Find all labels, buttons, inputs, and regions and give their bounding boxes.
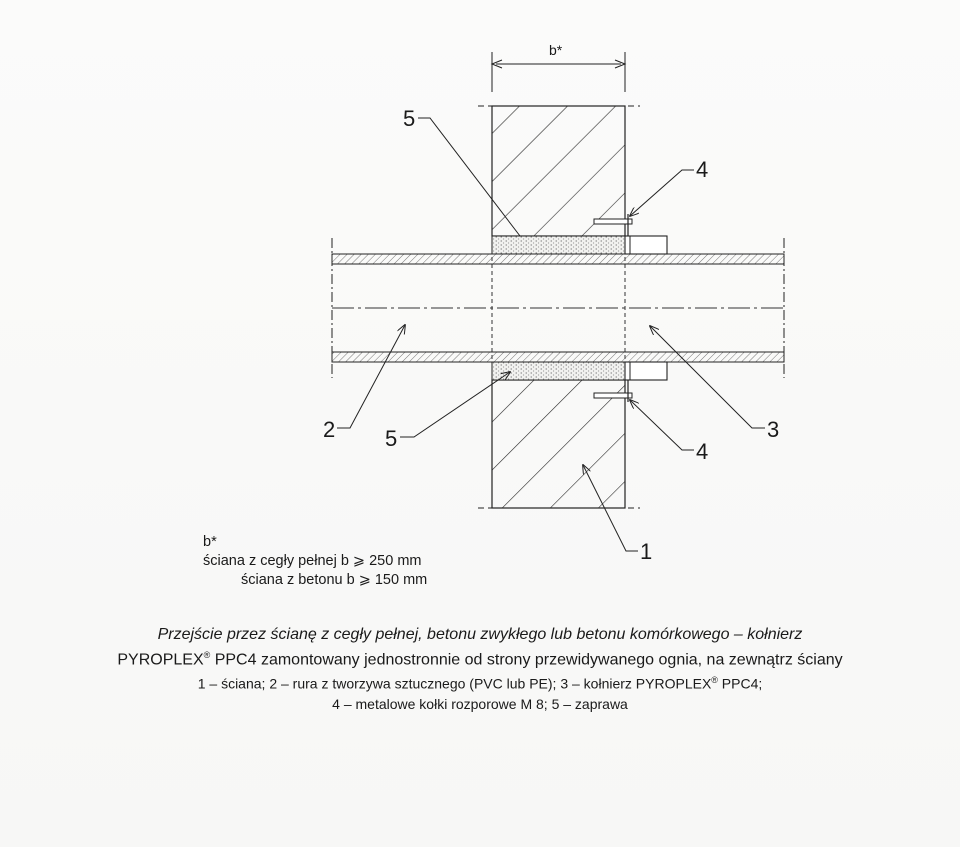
wall-lower — [492, 380, 625, 508]
callout-4-upper: 4 — [696, 157, 709, 182]
dimension-note — [203, 533, 427, 590]
caption-legend-line2: 4 – metalowe kołki rozporowe M 8; 5 – zaprawa — [332, 695, 628, 712]
callout-4-lower: 4 — [696, 439, 709, 464]
caption-title-line1: Przejście przez ścianę z cegły pełnej, betonu zwykłego lub betonu komórkowego – kołnierz — [157, 626, 803, 643]
note-line-concrete: ściana z betonu b ⩾ 150 mm — [241, 572, 428, 588]
collar-lower — [625, 362, 667, 380]
legend1-tail: PPC4; — [717, 675, 763, 692]
dimension-label: b* — [549, 42, 563, 58]
mortar-upper — [492, 236, 625, 254]
collar-upper — [625, 236, 667, 254]
caption-title-line2 — [0, 645, 960, 670]
figure-caption — [0, 624, 960, 714]
caption-brand: PYROPLEX — [117, 651, 204, 669]
leader-4-lower — [630, 400, 694, 450]
caption-line2-rest: PPC4 zamontowany jednostronnie od strony przewidywanego ognia, na zewnątrz ściany — [210, 651, 843, 669]
leader-4-upper — [630, 170, 694, 216]
leader-2 — [337, 325, 405, 428]
wall-upper — [492, 106, 625, 236]
note-title: b* — [203, 534, 217, 550]
caption-registered-mark: ® — [203, 650, 211, 660]
pipe-wall-lower — [332, 352, 784, 362]
wall — [478, 106, 640, 508]
dimension-b — [492, 42, 625, 92]
callout-3: 3 — [767, 417, 780, 442]
callout-5-upper: 5 — [403, 106, 416, 131]
callout-1: 1 — [640, 539, 653, 564]
mortar-lower — [492, 362, 625, 380]
pipe — [332, 238, 784, 378]
callout-5-lower: 5 — [385, 426, 398, 451]
caption-legend-line1 — [0, 670, 960, 694]
callout-2: 2 — [323, 417, 336, 442]
legend1-text: 1 – ściana; 2 – rura z tworzywa sztucznego (PVC lub PE); 3 – kołnierz PYROPLEX — [197, 675, 712, 692]
note-line-brick: ściana z cegły pełnej b ⩾ 250 mm — [203, 553, 422, 569]
pipe-wall-upper — [332, 254, 784, 264]
legend1-registered-mark: ® — [711, 675, 718, 686]
